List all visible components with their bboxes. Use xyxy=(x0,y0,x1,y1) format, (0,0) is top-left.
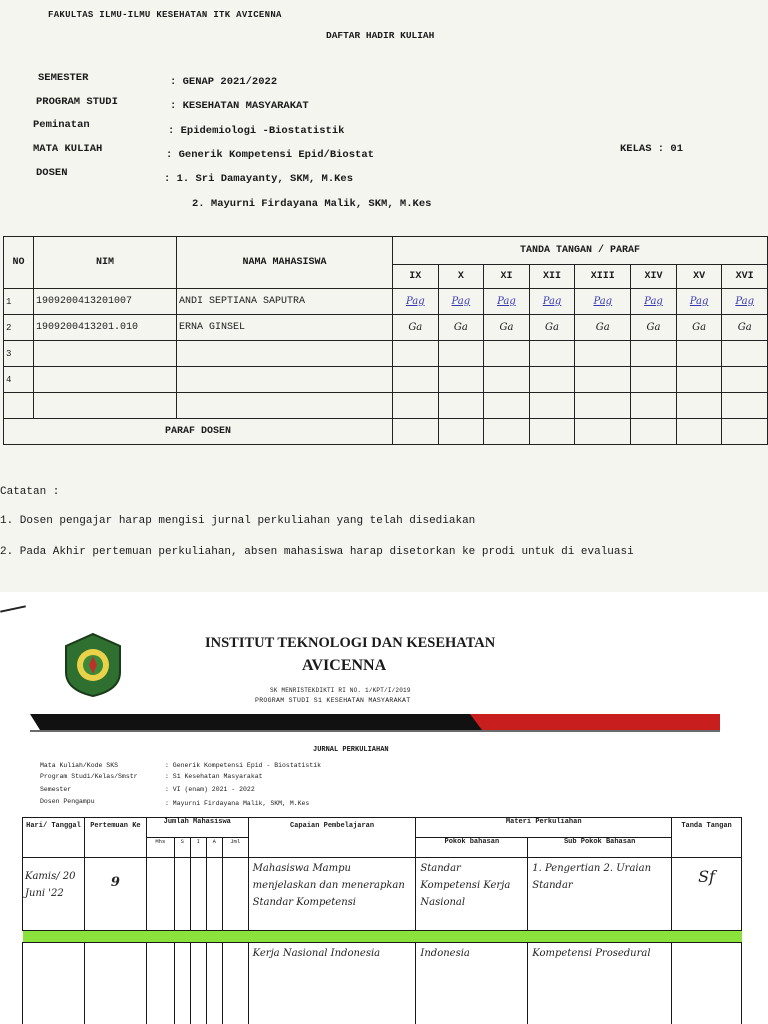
table-row xyxy=(4,289,768,315)
sub-header: S xyxy=(174,838,190,858)
sk-line: SK MENRISTEKDIKTI RI NO. 1/KPT/I/2019 xyxy=(270,687,411,694)
journal-meta-label: Mata Kuliah/Kode SKS xyxy=(40,762,119,769)
journal-meta-label: Program Studi/Kelas/Smstr xyxy=(40,773,138,780)
meeting-header: XI xyxy=(484,265,530,289)
notes-heading: Catatan : xyxy=(0,486,60,498)
row-pertemuan: 9 xyxy=(84,858,146,931)
signature: Ga xyxy=(529,315,575,341)
note-item: 1. Dosen pengajar harap mengisi jurnal perkuliahan yang telah disediakan xyxy=(0,515,476,527)
signature: Pag xyxy=(575,289,631,315)
meeting-header: XIV xyxy=(631,265,677,289)
table-row xyxy=(4,367,768,393)
signature: Ga xyxy=(722,315,768,341)
sub-header: Mhs xyxy=(146,838,174,858)
field-value-dosen: : 1. Sri Damayanty, SKM, M.Kes xyxy=(164,173,354,185)
signature: Pag xyxy=(438,289,484,315)
meeting-header: XIII xyxy=(575,265,631,289)
table-row xyxy=(4,341,768,367)
col-header-nama: NAMA MAHASISWA xyxy=(177,237,393,289)
table-row xyxy=(23,858,742,931)
avicenna-logo-icon xyxy=(62,632,124,698)
col-header-capaian: Capaian Pembelajaran xyxy=(248,818,416,858)
row-capaian: Mahasiswa Mampu menjelaskan dan menerapkan Standar Kompetensi xyxy=(248,858,416,931)
row-no: 2 xyxy=(4,315,34,341)
col-header-jumlah: Jumlah Mahasiswa xyxy=(146,818,248,838)
row-sub-pokok: Kompetensi Prosedural xyxy=(528,943,672,1024)
prodi-line: PROGRAM STUDI S1 KESEHATAN MASYARAKAT xyxy=(255,697,411,704)
col-header-ttd: TANDA TANGAN / PARAF xyxy=(393,237,768,265)
row-nama: ERNA GINSEL xyxy=(177,315,393,341)
field-value-matakuliah: : Generik Kompetensi Epid/Biostat xyxy=(166,149,374,161)
row-nim: 1909200413201007 xyxy=(34,289,177,315)
journal-title: JURNAL PERKULIAHAN xyxy=(313,746,389,754)
meeting-header: XV xyxy=(676,265,722,289)
meeting-header: IX xyxy=(393,265,439,289)
journal-table xyxy=(22,817,742,1024)
field-label-dosen: DOSEN xyxy=(36,167,68,179)
col-header-nim: NIM xyxy=(34,237,177,289)
row-no: 1 xyxy=(4,289,34,315)
col-header-pokok: Pokok bahasan xyxy=(416,838,528,858)
table-row xyxy=(4,393,768,419)
field-value-dosen-2: 2. Mayurni Firdayana Malik, SKM, M.Kes xyxy=(192,198,432,210)
attendance-table xyxy=(3,236,768,445)
field-value-semester: : GENAP 2021/2022 xyxy=(170,76,278,88)
field-label-matakuliah: MATA KULIAH xyxy=(33,143,103,155)
table-row xyxy=(4,315,768,341)
signature: Ga xyxy=(438,315,484,341)
paraf-dosen-row xyxy=(4,419,768,445)
paraf-dosen-label: PARAF DOSEN xyxy=(4,419,393,445)
row-no: 3 xyxy=(4,341,34,367)
row-nama xyxy=(177,341,393,367)
row-nim xyxy=(34,367,177,393)
attendance-title: DAFTAR HADIR KULIAH xyxy=(326,30,435,41)
row-hari: Kamis/ 20 Juni '22 xyxy=(23,858,85,931)
col-header-ttd: Tanda Tangan xyxy=(672,818,742,858)
sub-header: I xyxy=(190,838,206,858)
row-pokok: Standar Kompetensi Kerja Nasional xyxy=(416,858,528,931)
signature: Pag xyxy=(484,289,530,315)
signature: Ga xyxy=(631,315,677,341)
row-capaian: Kerja Nasional Indonesia xyxy=(248,943,416,1024)
kelas-label: KELAS : 01 xyxy=(620,143,684,155)
note-item: 2. Pada Akhir pertemuan perkuliahan, absen mahasiswa harap disetorkan ke prodi untuk di evaluasi xyxy=(0,546,634,558)
col-header-pertemuan: Pertemuan Ke xyxy=(84,818,146,858)
journal-meta-value: : Generik Kompetensi Epid - Biostatistik xyxy=(165,762,322,769)
row-nim: 1909200413201.010 xyxy=(34,315,177,341)
col-header-hari: Hari/ Tanggal xyxy=(23,818,85,858)
meeting-header: XVI xyxy=(722,265,768,289)
journal-meta-value: : S1 Kesehatan Masyarakat xyxy=(165,773,263,780)
signature: Pag xyxy=(676,289,722,315)
row-sub-pokok: 1. Pengertian 2. Uraian Standar xyxy=(528,858,672,931)
signature: Ga xyxy=(676,315,722,341)
row-ttd-signature: Sf xyxy=(672,858,742,931)
meeting-header: X xyxy=(438,265,484,289)
institute-name-line1: INSTITUT TEKNOLOGI DAN KESEHATAN xyxy=(205,635,496,651)
col-header-materi: Materi Perkuliahan xyxy=(416,818,672,838)
row-no: 4 xyxy=(4,367,34,393)
field-value-peminatan: : Epidemiologi -Biostatistik xyxy=(168,125,345,137)
journal-meta-label: Semester xyxy=(40,786,72,793)
faculty-header: FAKULTAS ILMU-ILMU KESEHATAN ITK AVICENNA xyxy=(48,10,282,20)
sub-header: A xyxy=(206,838,222,858)
row-pokok: Indonesia xyxy=(416,943,528,1024)
institute-name-line2: AVICENNA xyxy=(302,657,387,674)
col-header-sub-pokok: Sub Pokok Bahasan xyxy=(528,838,672,858)
signature: Pag xyxy=(529,289,575,315)
signature: Ga xyxy=(393,315,439,341)
highlight-row xyxy=(23,931,742,943)
col-header-no: NO xyxy=(4,237,34,289)
field-value-prodi: : KESEHATAN MASYARAKAT xyxy=(170,100,309,112)
row-nama: ANDI SEPTIANA SAPUTRA xyxy=(177,289,393,315)
signature: Pag xyxy=(631,289,677,315)
table-row xyxy=(23,943,742,1024)
signature: Ga xyxy=(484,315,530,341)
field-label-semester: SEMESTER xyxy=(38,72,89,84)
journal-meta-label: Dosen Pengampu xyxy=(40,798,95,805)
journal-meta-value: : Mayurni Firdayana Malik, SKM, M.Kes xyxy=(165,800,310,807)
field-label-prodi: PROGRAM STUDI xyxy=(36,96,118,108)
meeting-header: XII xyxy=(529,265,575,289)
sub-header: Jml xyxy=(222,838,248,858)
row-nama xyxy=(177,367,393,393)
header-band xyxy=(30,712,720,732)
journal-meta-value: : VI (enam) 2021 - 2022 xyxy=(165,786,255,793)
field-label-peminatan: Peminatan xyxy=(33,119,90,131)
row-nim xyxy=(34,341,177,367)
signature: Ga xyxy=(575,315,631,341)
signature: Pag xyxy=(722,289,768,315)
signature: Pag xyxy=(393,289,439,315)
